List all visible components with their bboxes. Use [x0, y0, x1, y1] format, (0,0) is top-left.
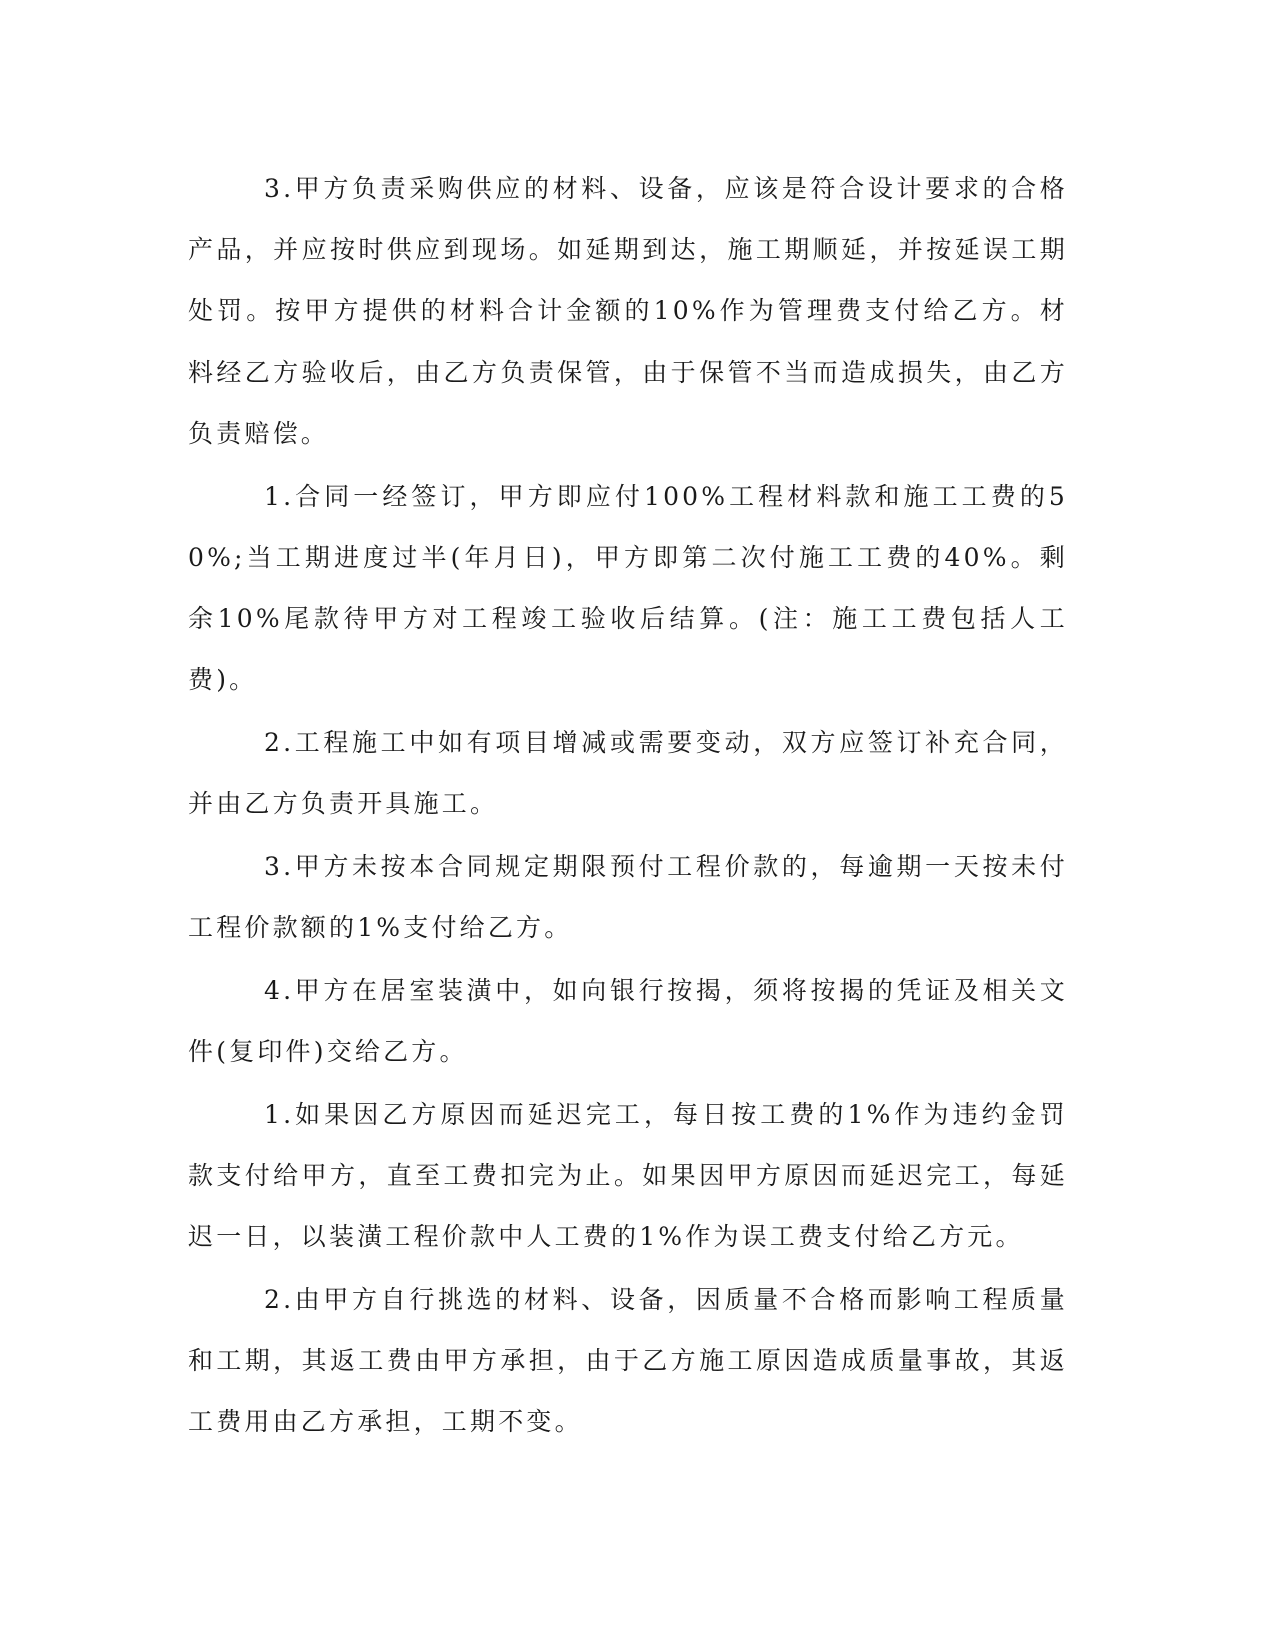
paragraph-late-payment: 3.甲方未按本合同规定期限预付工程价款的，每逾期一天按未付工程价款额的1%支付给乙方。 — [188, 851, 1068, 942]
paragraph-delay-penalty: 1.如果因乙方原因而延迟完工，每日按工费的1%作为违约金罚款支付给甲方，直至工费扣完为止。如果因甲方原因而延迟完工，每延迟一日，以装潢工程价款中人工费的1%作为误工费支付给乙方元。 — [188, 1099, 1068, 1251]
paragraph-material-supply: 3.甲方负责采购供应的材料、设备，应该是符合设计要求的合格产品，并应按时供应到现场。如延期到达，施工期顺延，并按延误工期处罚。按甲方提供的材料合计金额的10%作为管理费支付给乙方。材料经乙方验收后，由乙方负责保管，由于保管不当而造成损失，由乙方负责赔偿。 — [188, 174, 1068, 448]
paragraph-quality-rework: 2.由甲方自行挑选的材料、设备，因质量不合格而影响工程质量和工期，其返工费由甲方承担，由于乙方施工原因造成质量事故，其返工费用由乙方承担，工期不变。 — [188, 1284, 1068, 1437]
paragraph-mortgage: 4.甲方在居室装潢中，如向银行按揭，须将按揭的凭证及相关文件(复印件)交给乙方。 — [188, 975, 1068, 1066]
paragraph-payment-schedule: 1.合同一经签订，甲方即应付100%工程材料款和施工工费的50%;当工期进度过半(年月日)，甲方即第二次付施工工费的40%。剩余10%尾款待甲方对工程竣工验收后结算。(注：施工工费包括人工费)。 — [188, 481, 1068, 695]
paragraph-project-changes: 2.工程施工中如有项目增减或需要变动，双方应签订补充合同，并由乙方负责开具施工。 — [188, 727, 1068, 819]
document-body — [188, 158, 1068, 1454]
